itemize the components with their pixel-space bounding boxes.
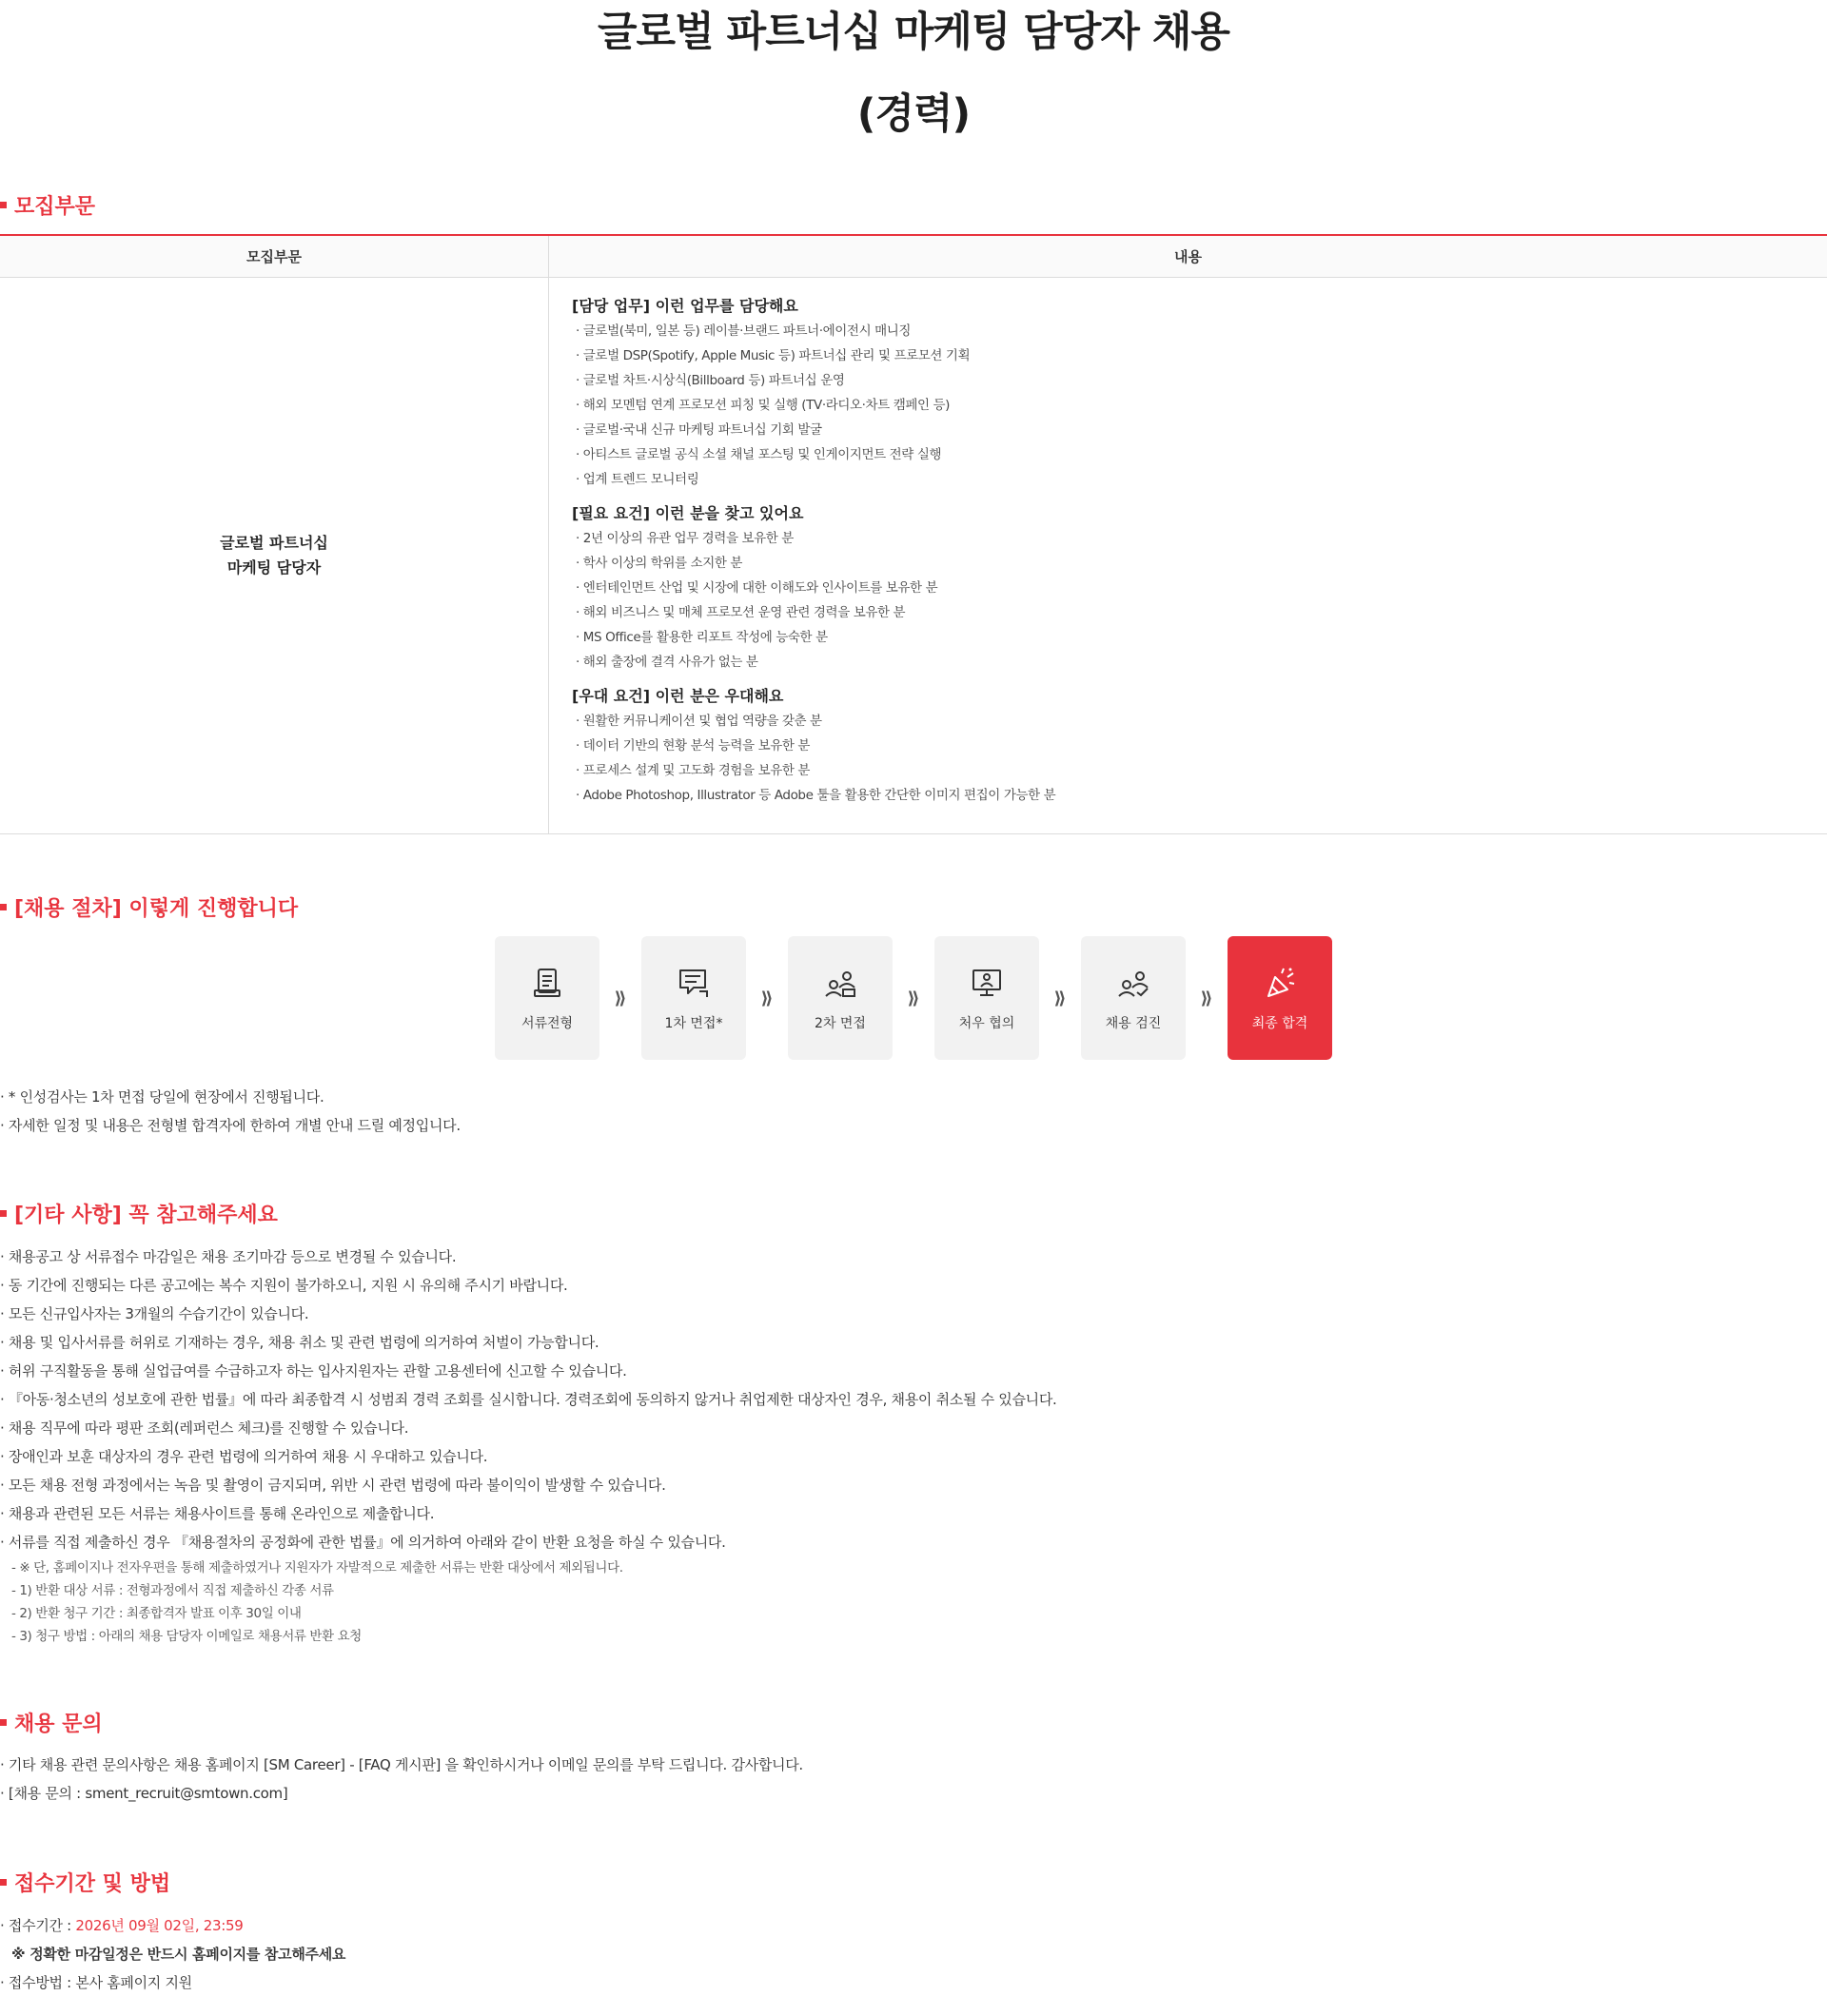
step-label: 2차 면접 xyxy=(815,1016,866,1031)
list-item: - ※ 단, 홈페이지나 전자우편을 통해 제출하였거나 지원자가 자발적으로 제출한 서류는 반환 대상에서 제외됩니다. xyxy=(11,1560,623,1576)
apply-section-heading xyxy=(0,1868,170,1897)
etc-section-heading xyxy=(0,1199,278,1228)
chevron-right-icon: ⟫ xyxy=(760,988,774,1008)
apply-period-value: 2026년 09월 02일, 23:59 xyxy=(75,1917,244,1934)
duties-title: [담당 업무] 이런 업무를 담당해요 xyxy=(572,297,798,315)
chevron-right-icon: ⟫ xyxy=(907,988,920,1008)
process-section-heading xyxy=(0,892,298,922)
heading-text: 모집부문 xyxy=(14,195,96,219)
list-item: · 글로벌 DSP(Spotify, Apple Music 등) 파트너십 관리 및 프로모션 기획 xyxy=(576,348,971,363)
list-item: · 모든 채용 전형 과정에서는 녹음 및 촬영이 금지되며, 위반 시 관련 법령에 따라 불이익이 발생할 수 있습니다. xyxy=(0,1477,666,1494)
heading-text: 접수기간 및 방법 xyxy=(14,1872,171,1896)
apply-method: · 접수방법 : 본사 홈페이지 지원 xyxy=(0,1974,192,1991)
inquiry-section-heading xyxy=(0,1708,103,1737)
list-item: · 『아동·청소년의 성보호에 관한 법률』에 따라 최종합격 시 성범죄 경력 조회를 실시합니다. 경력조회에 동의하지 않거나 취업제한 대상자인 경우, 채용이 취소될 수 있습니다. xyxy=(0,1391,1057,1408)
step-final-pass xyxy=(1228,936,1332,1060)
inquiry-list xyxy=(0,1751,803,1808)
division-name-line1: 글로벌 파트너십 xyxy=(220,534,328,552)
square-bullet-icon xyxy=(0,1879,7,1886)
heading-text: [채용 절차] 이렇게 진행합니다 xyxy=(14,897,299,921)
content-cell xyxy=(549,278,1827,833)
list-item: · * 인성검사는 1차 면접 당일에 현장에서 진행됩니다. xyxy=(0,1088,324,1106)
document-icon xyxy=(528,964,566,1002)
list-item: · 채용과 관련된 모든 서류는 채용사이트를 통해 온라인으로 제출합니다. xyxy=(0,1505,435,1522)
list-item: · 글로벌(북미, 일본 등) 레이블·브랜드 파트너·에이전시 매니징 xyxy=(576,323,912,339)
preferred-title: [우대 요건] 이런 분은 우대해요 xyxy=(572,687,784,705)
chevron-right-icon: ⟫ xyxy=(1200,988,1213,1008)
list-item: - 2) 반환 청구 기간 : 최종합격자 발표 이후 30일 이내 xyxy=(11,1606,302,1621)
step-document-screening xyxy=(495,936,599,1060)
list-item: · 프로세스 설계 및 고도화 경험을 보유한 분 xyxy=(576,763,811,778)
list-item: · 채용 직무에 따라 평판 조회(레퍼런스 체크)를 진행할 수 있습니다. xyxy=(0,1419,409,1437)
step-label: 1차 면접* xyxy=(664,1016,723,1031)
page-title: 글로벌 파트너십 마케팅 담당자 채용 xyxy=(598,9,1229,56)
list-item: · 기타 채용 관련 문의사항은 채용 홈페이지 [SM Career] - [FAQ 게시판] 을 확인하시거나 이메일 문의를 부탁 드립니다. 감사합니다. xyxy=(0,1756,803,1773)
party-popper-icon xyxy=(1261,964,1299,1002)
list-item: · 모든 신규입사자는 3개월의 수습기간이 있습니다. xyxy=(0,1305,309,1322)
page-subtitle: (경력) xyxy=(856,90,971,138)
list-item: · 동 기간에 진행되는 다른 공고에는 복수 지원이 불가하오니, 지원 시 유의해 주시기 바랍니다. xyxy=(0,1277,568,1294)
square-bullet-icon xyxy=(0,1210,7,1217)
list-item: · 2년 이상의 유관 업무 경력을 보유한 분 xyxy=(576,531,794,546)
heading-text: [기타 사항] 꼭 참고해주세요 xyxy=(14,1204,278,1227)
list-item: · Adobe Photoshop, Illustrator 등 Adobe 툴을 활용한 간단한 이미지 편집이 가능한 분 xyxy=(576,788,1056,803)
list-item: · 채용 및 입사서류를 허위로 기재하는 경우, 채용 취소 및 관련 법령에 의거하여 처벌이 가능합니다. xyxy=(0,1334,599,1351)
step-salary-negotiation xyxy=(934,936,1039,1060)
list-item: · 데이터 기반의 현황 분석 능력을 보유한 분 xyxy=(576,738,811,754)
duties-list xyxy=(572,319,1827,492)
deadline-warning: ※ 정확한 마감일정은 반드시 홈페이지를 참고해주세요 xyxy=(11,1946,346,1963)
list-item: · 자세한 일정 및 내용은 전형별 합격자에 한하여 개별 안내 드릴 예정입니다. xyxy=(0,1117,461,1134)
list-item: · 글로벌 차트·시상식(Billboard 등) 파트너십 운영 xyxy=(576,373,845,388)
list-item: · 허위 구직활동을 통해 실업급여를 수급하고자 하는 입사지원자는 관할 고용센터에 신고할 수 있습니다. xyxy=(0,1362,627,1380)
step-label: 채용 검진 xyxy=(1105,1016,1162,1031)
step-label: 처우 협의 xyxy=(958,1016,1015,1031)
division-cell xyxy=(0,278,549,833)
list-item: · 해외 비즈니스 및 매체 프로모션 운영 관련 경력을 보유한 분 xyxy=(576,605,906,620)
document-return-sublist xyxy=(11,1556,623,1648)
square-bullet-icon xyxy=(0,1719,7,1726)
square-bullet-icon xyxy=(0,202,7,208)
table-header-division: 모집부문 xyxy=(0,236,549,277)
list-item: · 아티스트 글로벌 공식 소셜 채널 포스팅 및 인게이지먼트 전략 실행 xyxy=(576,447,942,462)
list-item: · 해외 출장에 결격 사유가 없는 분 xyxy=(576,655,758,670)
apply-period xyxy=(0,1911,345,1940)
list-item: · 채용공고 상 서류접수 마감일은 채용 조기마감 등으로 변경될 수 있습니다. xyxy=(0,1248,457,1265)
list-item: · 해외 모멘텀 연계 프로모션 피칭 및 실행 (TV·라디오·차트 캠페인 등) xyxy=(576,398,951,413)
chat-bubble-icon xyxy=(675,964,713,1002)
requirements-title: [필요 요건] 이런 분을 찾고 있어요 xyxy=(572,504,804,522)
list-item: · 원활한 커뮤니케이션 및 협업 역량을 갖춘 분 xyxy=(576,714,822,729)
title-block xyxy=(0,0,1827,141)
preferred-list xyxy=(572,709,1827,808)
table-header-content: 내용 xyxy=(1174,248,1202,265)
list-item: · MS Office를 활용한 리포트 작성에 능숙한 분 xyxy=(576,630,828,645)
process-notes xyxy=(0,1083,461,1140)
table-header-row xyxy=(0,236,1827,278)
list-item: · 업계 트렌드 모니터링 xyxy=(576,472,699,487)
square-bullet-icon xyxy=(0,904,7,910)
step-label: 최종 합격 xyxy=(1251,1016,1308,1031)
etc-list xyxy=(0,1243,1057,1556)
interview-people-icon xyxy=(821,964,859,1002)
step-label: 서류전형 xyxy=(521,1016,574,1031)
table-row xyxy=(0,278,1827,833)
apply-period-label: · 접수기간 : xyxy=(0,1917,76,1934)
step-second-interview xyxy=(788,936,893,1060)
health-check-icon xyxy=(1114,964,1152,1002)
step-health-check xyxy=(1081,936,1186,1060)
list-item: · 학사 이상의 학위를 소지한 분 xyxy=(576,556,743,571)
apply-list xyxy=(0,1911,345,1997)
list-item: - 1) 반환 대상 서류 : 전형과정에서 직접 제출하신 각종 서류 xyxy=(11,1583,334,1598)
chevron-right-icon: ⟫ xyxy=(614,988,627,1008)
list-item: - 3) 청구 방법 : 아래의 채용 담당자 이메일로 채용서류 반환 요청 xyxy=(11,1629,362,1644)
list-item: · 장애인과 보훈 대상자의 경우 관련 법령에 의거하여 채용 시 우대하고 있습니다. xyxy=(0,1448,488,1465)
contact-email[interactable]: · [채용 문의 : sment_recruit@smtown.com] xyxy=(0,1785,288,1802)
monitor-person-icon xyxy=(968,964,1006,1002)
recruit-section-heading xyxy=(0,190,95,220)
chevron-right-icon: ⟫ xyxy=(1053,988,1067,1008)
requirements-list xyxy=(572,526,1827,675)
step-first-interview xyxy=(641,936,746,1060)
heading-text: 채용 문의 xyxy=(14,1713,103,1736)
process-steps xyxy=(495,936,1332,1060)
list-item: · 서류를 직접 제출하신 경우 『채용절차의 공정화에 관한 법률』에 의거하여 아래와 같이 반환 요청을 하실 수 있습니다. xyxy=(0,1534,726,1551)
division-name-line2: 마케팅 담당자 xyxy=(226,558,322,577)
list-item: · 엔터테인먼트 산업 및 시장에 대한 이해도와 인사이트를 보유한 분 xyxy=(576,580,938,596)
list-item: · 글로벌·국내 신규 마케팅 파트너십 기회 발굴 xyxy=(576,422,822,438)
recruit-table xyxy=(0,234,1827,834)
